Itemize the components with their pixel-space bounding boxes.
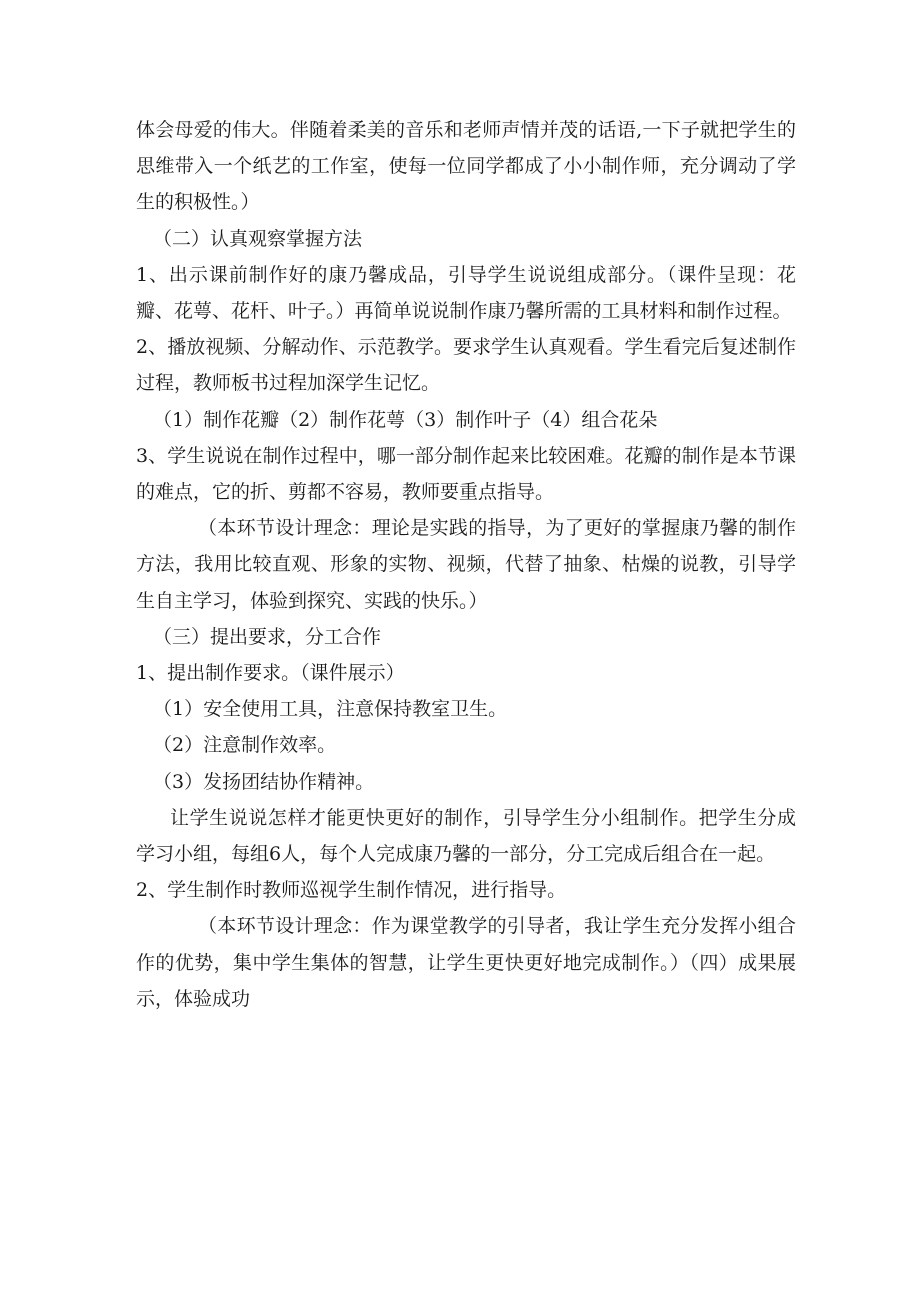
requirement-2: （2）注意制作效率。 (153, 734, 337, 757)
list-item-3: 3、学生说说在制作过程中，哪一部分制作起来比较困难。花瓣的制作是本节课的难点，它的折、剪都不容易，教师要重点指导。 (136, 444, 796, 504)
list-item-1: 1、出示课前制作好的康乃馨成品，引导学生说说组成部分。（课件呈现：花瓣、花萼、花杆、叶子。）再简单说说制作康乃馨所需的工具材料和制作过程。 (136, 263, 796, 323)
requirement-3: （3）发扬团结协作精神。 (153, 770, 375, 793)
design-concept-paragraph-2: （本环节设计理念：作为课堂教学的引导者，我让学生充分发挥小组合作的优势，集中学生集体的智慧，让学生更快更好地完成制作。）（四）成果展示，体验成功 (136, 915, 796, 1010)
document-body (136, 112, 796, 1017)
design-concept-paragraph: （本环节设计理念：理论是实践的指导，为了更好的掌握康乃馨的制作方法，我用比较直观、形象的实物、视频，代替了抽象、枯燥的说教，引导学生自主学习，体验到探究、实践的快乐。） (136, 517, 796, 612)
paragraph-intro-continuation: 体会母爱的伟大。伴随着柔美的音乐和老师声情并茂的话语,一下子就把学生的思维带入一个纸艺的工作室，使每一位同学都成了小小制作师，充分调动了学生的积极性。） (136, 119, 796, 214)
list-item-requirements: 1、提出制作要求。（课件展示） (136, 662, 405, 685)
requirement-1: （1）安全使用工具，注意保持教室卫生。 (153, 698, 508, 721)
section-heading-2: （二）认真观察掌握方法 (153, 227, 363, 250)
list-item-2: 2、播放视频、分解动作、示范教学。要求学生认真观看。学生看完后复述制作过程，教师板书过程加深学生记忆。 (136, 336, 796, 395)
steps-line: （1）制作花瓣（2）制作花萼（3）制作叶子（4）组合花朵 (153, 408, 658, 431)
group-work-paragraph: 让学生说说怎样才能更快更好的制作，引导学生分小组制作。把学生分成学习小组，每组6人，每个人完成康乃馨的一部分，分工完成后组合在一起。 (136, 806, 796, 866)
section-heading-3: （三）提出要求，分工合作 (153, 625, 382, 648)
list-item-teacher-guidance: 2、学生制作时教师巡视学生制作情况，进行指导。 (136, 879, 567, 902)
